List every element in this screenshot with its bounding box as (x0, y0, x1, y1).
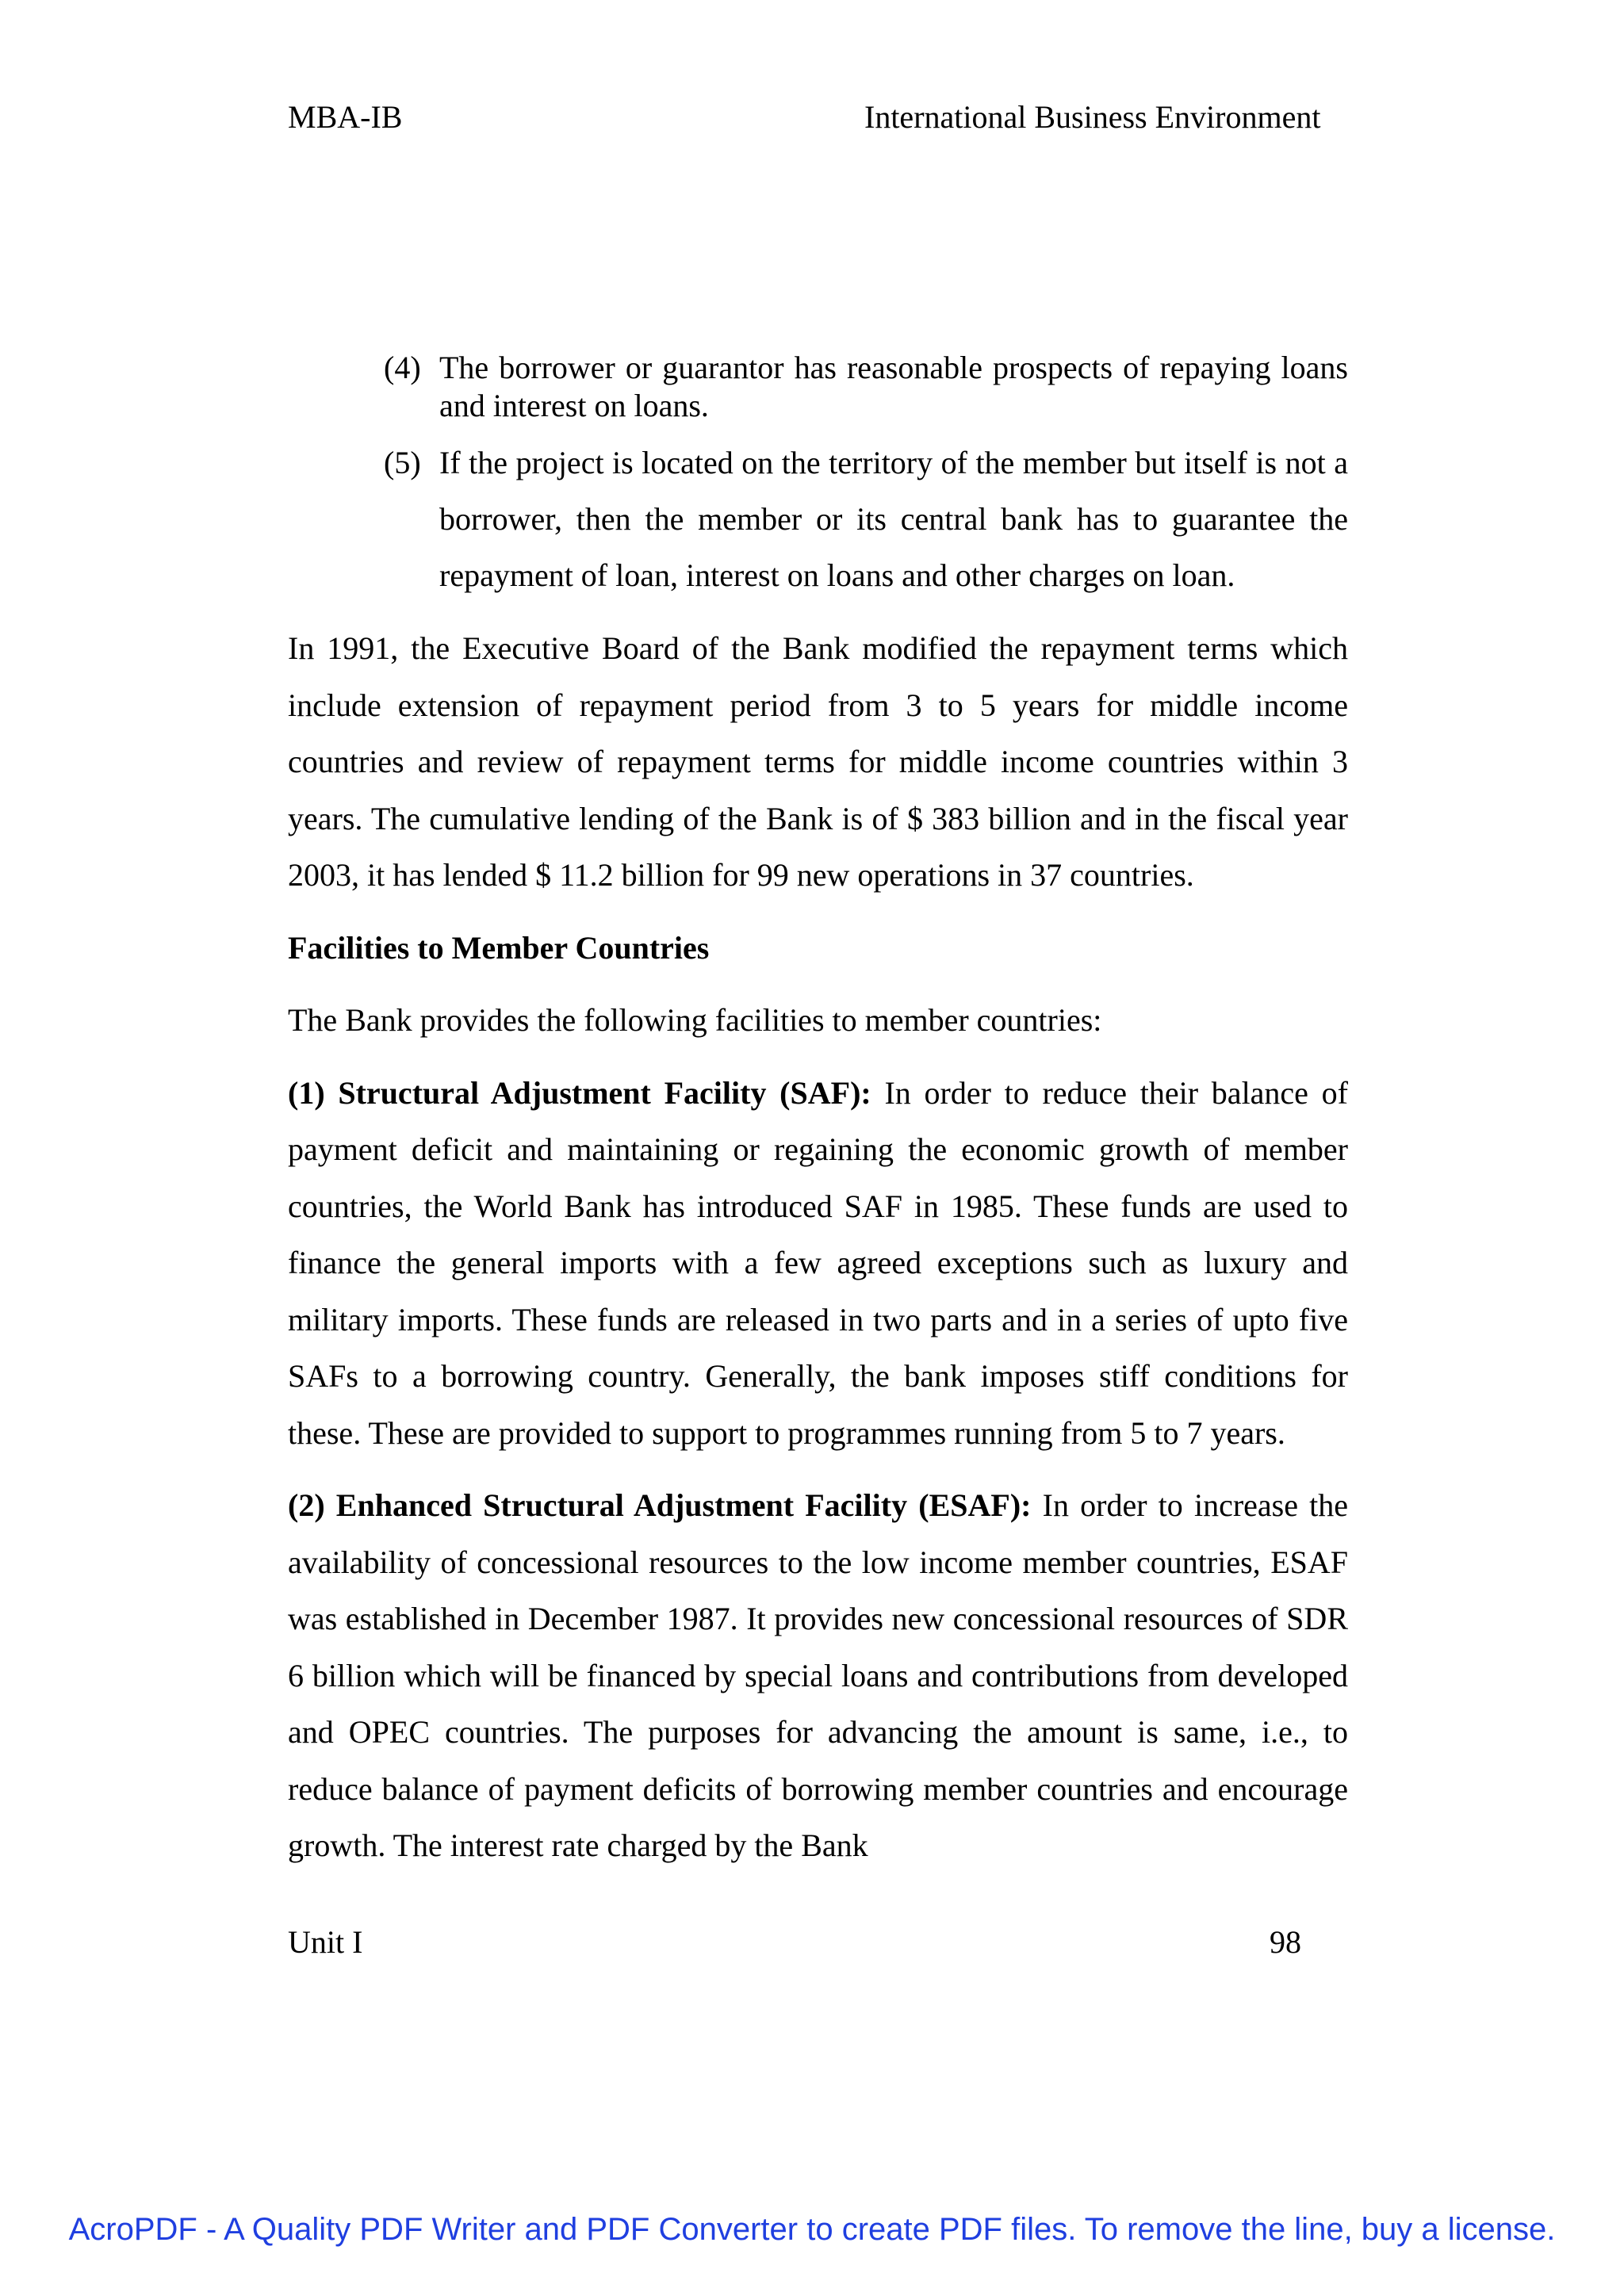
saf-text: In order to reduce their balance of payment deficit and maintaining or regaining the economic growth of member countries, the World Bank has introduced SAF in 1985. These funds are used to finance the general imports with a few agreed exceptions such as luxury and military imports. These funds are released in two parts and in a series of upto five SAFs to a borrowing country. Generally, the bank imposes stiff conditions for these. These are provided to support to programmes running from 5 to 7 years. (288, 1074, 1348, 1451)
paragraph-esaf (288, 1477, 1348, 1874)
esaf-text: In order to increase the availability of concessional resources to the low income member countries, ESAF was established in December 1987. It provides new concessional resources of SDR 6 billion which will be financed by special loans and contributions from developed and OPEC countries. The purposes for advancing the amount is same, i.e., to reduce balance of payment deficits of borrowing member countries and encourage growth. The interest rate charged by the Bank (288, 1487, 1348, 1863)
paragraph-1991-repayment: In 1991, the Executive Board of the Bank modified the repayment terms which include extension of repayment period from 3 to 5 years for middle income countries and review of repayment terms for middle income countries within 3 years. The cumulative lending of the Bank is of $ 383 billion and in the fiscal year 2003, it has lended $ 11.2 billion for 99 new operations in 37 countries. (288, 630, 1348, 893)
page-number: 98 (1270, 1924, 1301, 1960)
list-item-4 (384, 349, 1348, 425)
list-text-4: The borrower or guarantor has reasonable prospects of repaying loans and interest on loans. (439, 350, 1348, 423)
list-text-5: If the project is located on the territory of the member but itself is not a borrower, then the member or its central bank has to guarantee the repayment of loan, interest on loans and other charges on loan. (439, 445, 1348, 593)
numbered-list (384, 349, 1348, 603)
esaf-title: (2) Enhanced Structural Adjustment Facility (ESAF): (288, 1487, 1032, 1523)
header-subject-title: International Business Environment (864, 99, 1321, 135)
list-number-4: (4) (384, 350, 421, 385)
facilities-intro: The Bank provides the following facilities to member countries: (288, 1002, 1102, 1038)
footer-unit-label: Unit I (288, 1924, 363, 1960)
header-course-label: MBA-IB (288, 99, 403, 135)
acropdf-watermark: AcroPDF - A Quality PDF Writer and PDF Converter to create PDF files. To remove the line, buy a license. (68, 2212, 1556, 2247)
list-item-5 (384, 434, 1348, 603)
section-heading: Facilities to Member Countries (288, 929, 710, 966)
main-body (288, 620, 1348, 1890)
paragraph-saf (288, 1065, 1348, 1462)
list-number-5: (5) (384, 445, 421, 480)
saf-title: (1) Structural Adjustment Facility (SAF): (288, 1074, 871, 1111)
